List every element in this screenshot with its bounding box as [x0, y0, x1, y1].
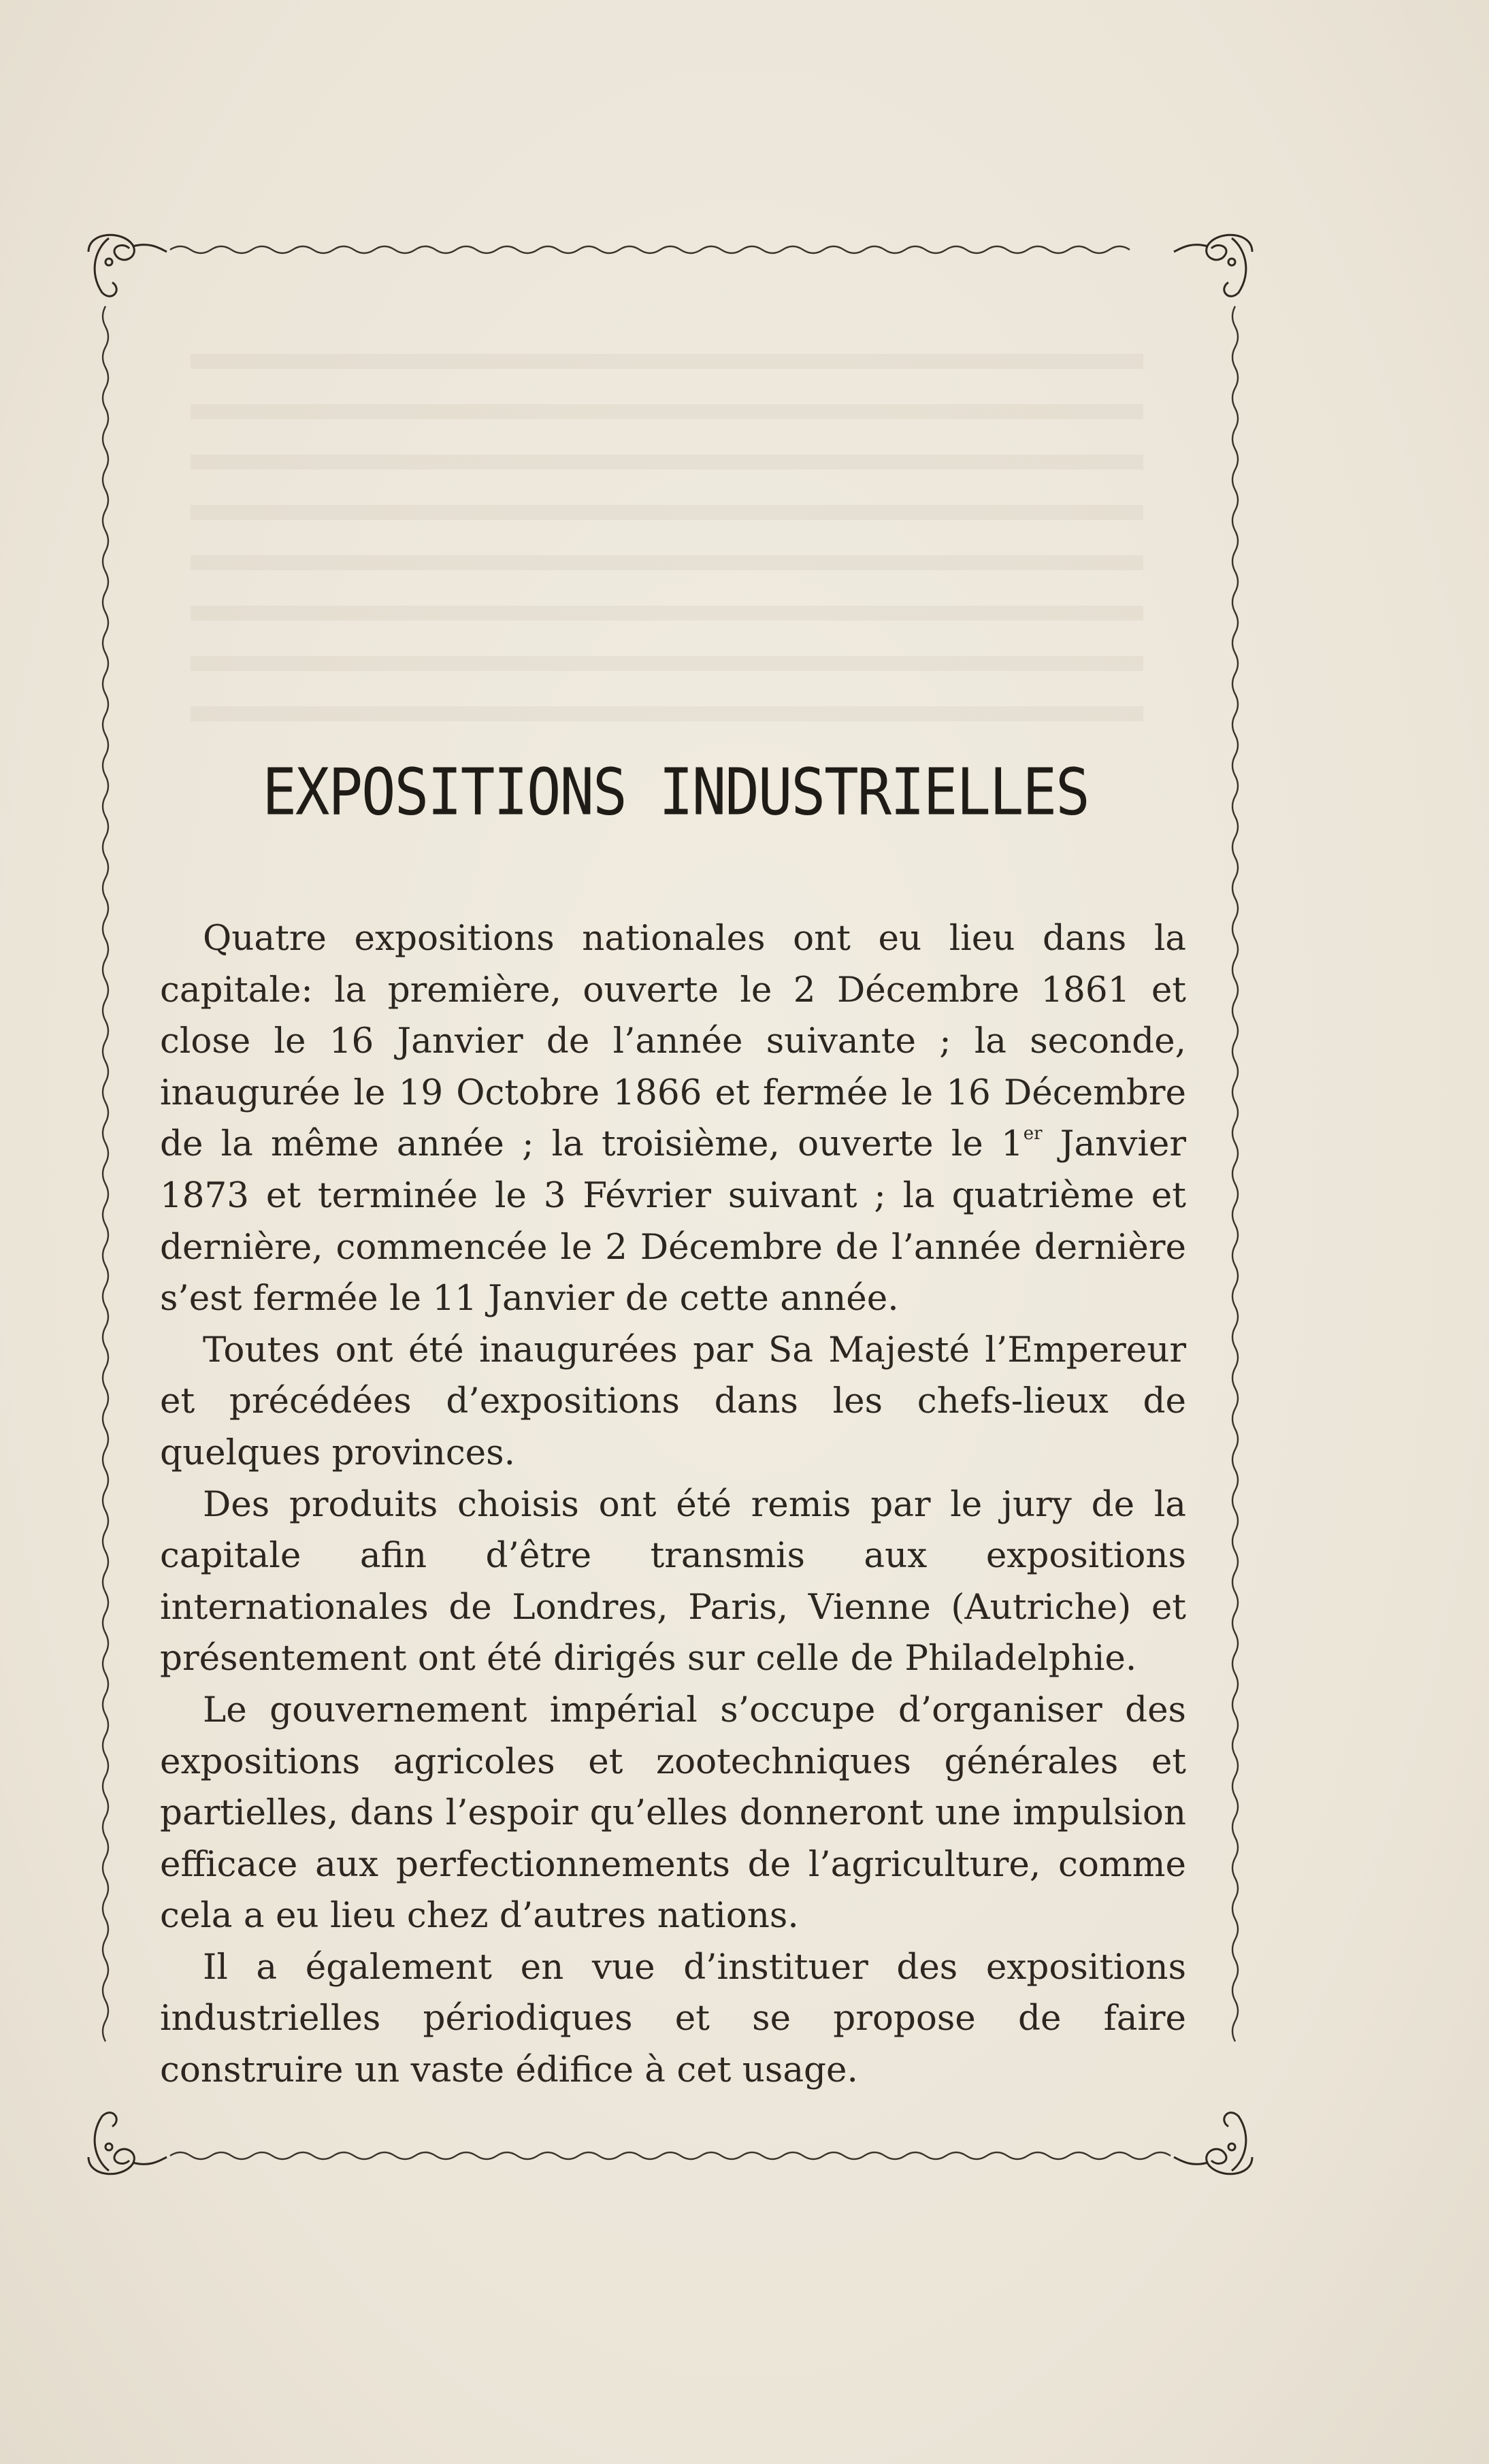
paragraph: Des produits choisis ont été remis par le jury de la capitale afin d’être transmis aux expositions internationales de Londres, Paris, Vienne (Autriche) et présentement ont été dirigés sur celle de Philadelphie.: [160, 1483, 1186, 1679]
paragraph: Toutes ont été inaugurées par Sa Majesté l’Empereur et précédées d’expositions dans les chefs-lieux de quelques provinces.: [160, 1329, 1186, 1473]
left-rule: [103, 306, 108, 2041]
corner-flourish-bottom-right: [1174, 2113, 1252, 2174]
paragraph: Il a également en vue d’instituer des expositions industrielles périodiques et se propose de faire construire un vaste édifice à cet usage.: [160, 1946, 1186, 2091]
paragraph: Le gouvernement impérial s’occupe d’organiser des expositions agricoles et zootechniques générales et partielles, dans l’espoir qu’elles donneront une impulsion efficace aux perfectionnements de l’agriculture, comme cela a eu lieu chez d’autres nations.: [160, 1689, 1186, 1937]
bottom-rule: [170, 2152, 1171, 2159]
paragraph: [160, 913, 1186, 1325]
superscript: er: [1023, 1123, 1043, 1145]
page-title: EXPOSITIONS INDUSTRIELLES: [262, 755, 1089, 829]
top-rule: [170, 246, 1130, 253]
right-rule: [1232, 306, 1238, 2041]
corner-flourish-top-left: [88, 235, 167, 296]
corner-flourish-bottom-left: [88, 2113, 167, 2174]
paragraph-text: Janvier 1873 et terminée le 3 Février suivant ; la quatrième et dernière, commencée le 2 Décembre de l’année dernière s’est fermée le 11 Janvier de cette année.: [160, 1123, 1186, 1319]
paragraph-text: Quatre expositions nationales ont eu lieu dans la capitale: la première, ouverte le 2 Décembre 1861 et close le 16 Janvier de l’année suivante ; la seconde, inaugurée le 19 Octobre 1866 et fermée le 16 Décembre de la même année ; la troisième, ouverte le 1: [160, 918, 1186, 1165]
body-text: [160, 913, 1186, 2097]
corner-flourish-top-right: [1174, 235, 1252, 296]
